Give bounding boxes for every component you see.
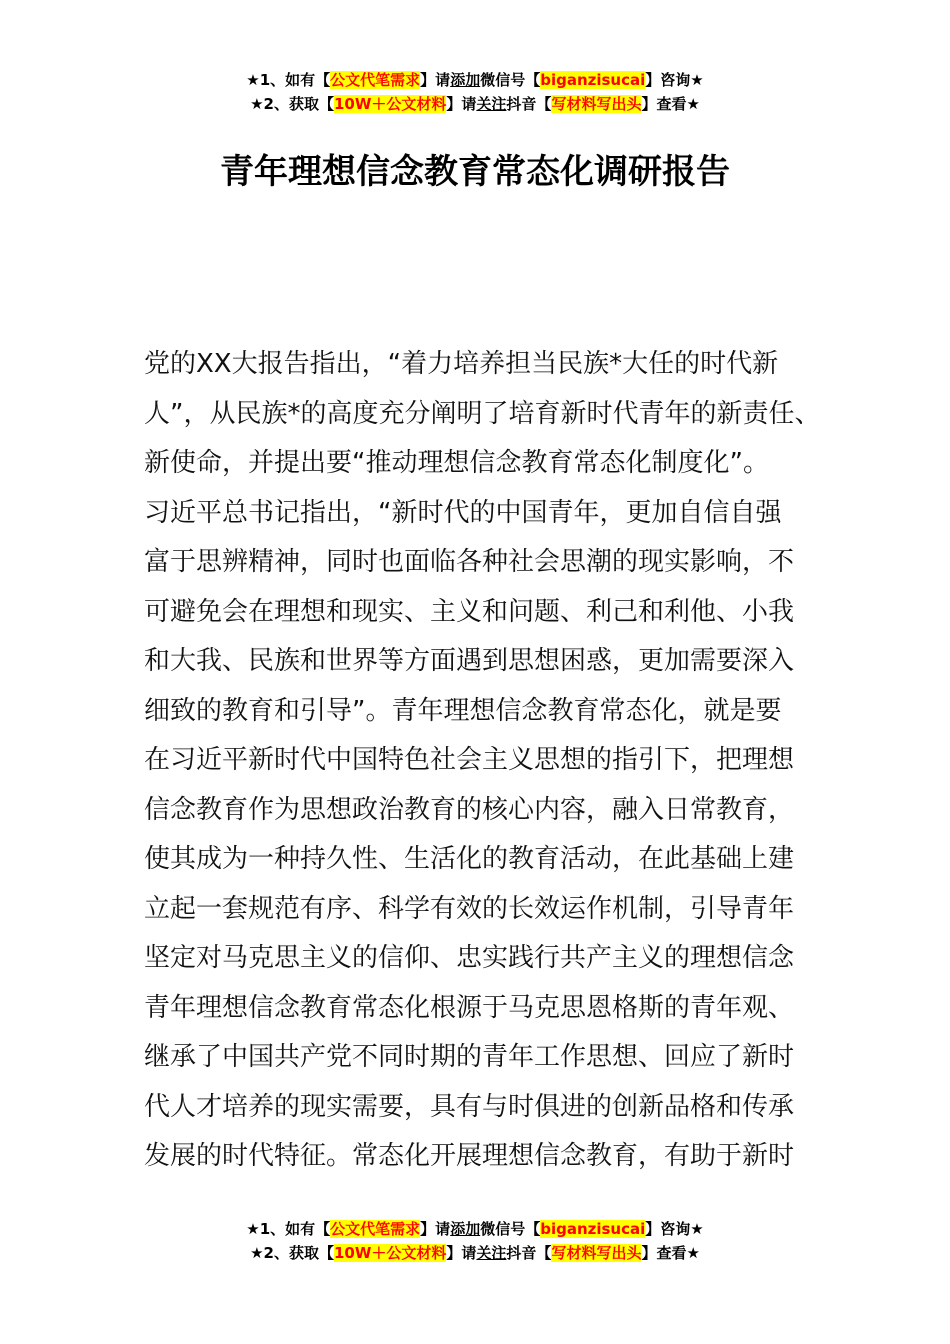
body-line: 党的XX大报告指出，“着力培养担当民族*大任的时代新 <box>144 349 779 379</box>
body-line: 发展的时代特征。常态化开展理想信念教育，有助于新时 <box>144 1141 795 1171</box>
promo-line-2: ★2、获取【10W＋公文材料】请关注抖音【写材料写出头】查看★ <box>250 95 700 113</box>
body-line: 立起一套规范有序、科学有效的长效运作机制，引导青年 <box>144 893 795 924</box>
promo-highlight-douyin: 写材料写出头 <box>551 95 642 113</box>
promo-highlight-wechat: biganzisucai <box>540 1220 646 1238</box>
document-title: 青年理想信念教育常态化调研报告 <box>220 152 730 192</box>
body-line: 青年理想信念教育常态化根源于马克思恩格斯的青年观、 <box>144 992 795 1023</box>
body-line: 人”，从民族*的高度充分阐明了培育新时代青年的新责任、 <box>144 398 821 429</box>
body-line: 可避免会在理想和现实、主义和问题、利己和利他、小我 <box>144 596 795 627</box>
footer-promo-banner <box>0 1217 950 1265</box>
promo-line-1: ★1、如有【公文代笔需求】请添加微信号【biganzisucai】咨询★ <box>246 71 704 89</box>
body-line: 细致的教育和引导”。青年理想信念教育常态化，就是要 <box>144 695 782 726</box>
body-line: 使其成为一种持久性、生活化的教育活动，在此基础上建 <box>144 844 795 874</box>
body-line: 习近平总书记指出，“新时代的中国青年，更加自信自强 <box>144 497 782 528</box>
header-promo-banner <box>0 68 950 116</box>
body-line: 坚定对马克思主义的信仰、忠实践行共产主义的理想信念 <box>144 943 795 973</box>
body-line: 新使命，并提出要“推动理想信念教育常态化制度化”。 <box>144 448 769 478</box>
body-line: 继承了中国共产党不同时期的青年工作思想、回应了新时 <box>144 1042 795 1072</box>
promo-line-1: ★1、如有【公文代笔需求】请添加微信号【biganzisucai】咨询★ <box>246 1220 704 1238</box>
promo-highlight-materials: 10W＋公文材料 <box>333 1244 447 1262</box>
body-line: 信念教育作为思想政治教育的核心内容，融入日常教育， <box>144 794 795 825</box>
promo-highlight-service: 公文代笔需求 <box>330 71 421 89</box>
document-body <box>144 340 844 1182</box>
promo-highlight-materials: 10W＋公文材料 <box>333 95 447 113</box>
body-line: 在习近平新时代中国特色社会主义思想的指引下，把理想 <box>144 745 795 775</box>
promo-highlight-service: 公文代笔需求 <box>330 1220 421 1238</box>
body-line: 和大我、民族和世界等方面遇到思想困惑，更加需要深入 <box>144 646 795 676</box>
promo-highlight-wechat: biganzisucai <box>540 71 646 89</box>
promo-highlight-douyin: 写材料写出头 <box>551 1244 642 1262</box>
body-line: 代人才培养的现实需要，具有与时俱进的创新品格和传承 <box>144 1091 795 1122</box>
body-line: 富于思辨精神，同时也面临各种社会思潮的现实影响，不 <box>144 547 795 577</box>
promo-line-2: ★2、获取【10W＋公文材料】请关注抖音【写材料写出头】查看★ <box>250 1244 700 1262</box>
